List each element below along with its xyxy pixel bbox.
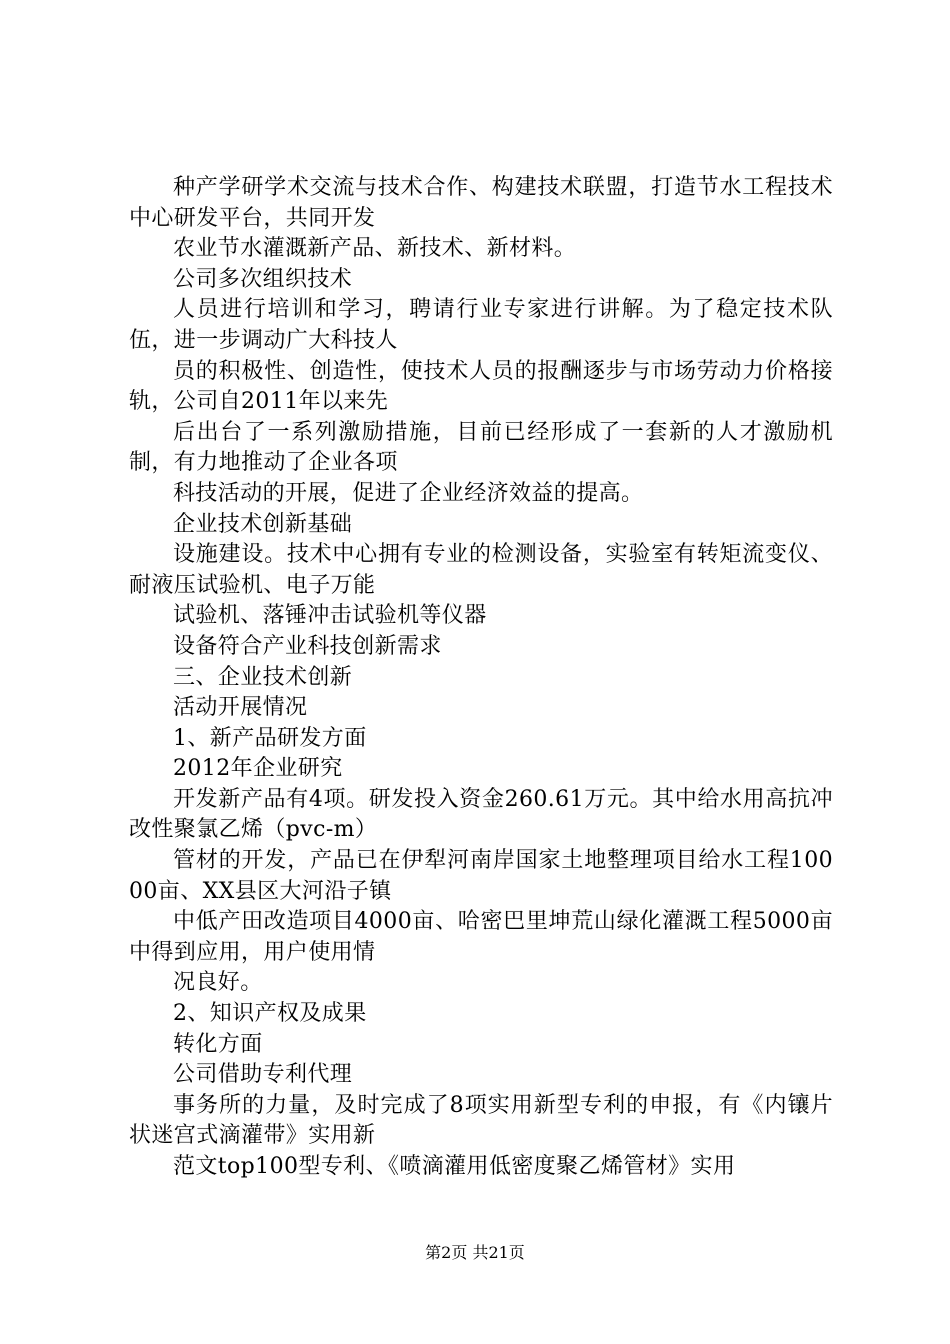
subsection-heading: 1、新产品研发方面 xyxy=(173,725,367,751)
paragraph: 科技活动的开展，促进了企业经济效益的提高。 xyxy=(173,480,644,506)
paragraph: 员的积极性、创造性，使技术人员的报酬逐步与市场劳动力价格接轨，公司自2011年以来先 xyxy=(129,358,833,415)
paragraph: 种产学研学术交流与技术合作、构建技术联盟，打造节水工程技术中心研发平台，共同开发 xyxy=(129,175,833,231)
paragraph: 活动开展情况 xyxy=(173,695,308,721)
paragraph: 公司多次组织技术 xyxy=(173,266,353,292)
paragraph: 企业技术创新基础 xyxy=(173,511,353,537)
paragraph: 事务所的力量，及时完成了8项实用新型专利的申报，有《内镶片状迷宫式滴灌带》实用新 xyxy=(129,1092,833,1149)
paragraph: 况良好。 xyxy=(173,970,263,996)
document-body xyxy=(129,173,833,1183)
section-heading: 三、企业技术创新 xyxy=(173,664,353,690)
subsection-heading: 2、知识产权及成果 xyxy=(173,1001,367,1027)
paragraph: 转化方面 xyxy=(173,1031,263,1057)
paragraph: 农业节水灌溉新产品、新技术、新材料。 xyxy=(173,236,577,262)
paragraph: 中低产田改造项目4000亩、哈密巴里坤荒山绿化灌溉工程5000亩中得到应用，用户使用情 xyxy=(129,909,833,965)
paragraph: 试验机、落锤冲击试验机等仪器 xyxy=(173,603,487,629)
paragraph: 开发新产品有4项。研发投入资金260.61万元。其中给水用高抗冲改性聚氯乙烯（pvc-m） xyxy=(129,786,833,843)
paragraph: 公司借助专利代理 xyxy=(173,1062,353,1088)
paragraph: 管材的开发，产品已在伊犁河南岸国家土地整理项目给水工程10000亩、XX县区大河沿子镇 xyxy=(129,848,833,904)
paragraph: 设施建设。技术中心拥有专业的检测设备，实验室有转矩流变仪、耐液压试验机、电子万能 xyxy=(129,542,833,598)
paragraph: 设备符合产业科技创新需求 xyxy=(173,633,442,659)
paragraph: 人员进行培训和学习，聘请行业专家进行讲解。为了稳定技术队伍，进一步调动广大科技人 xyxy=(129,297,833,353)
paragraph: 2012年企业研究 xyxy=(173,756,343,782)
page-footer xyxy=(0,1243,950,1263)
paragraph: 范文top100型专利、《喷滴灌用低密度聚乙烯管材》实用 xyxy=(173,1154,736,1179)
paragraph: 后出台了一系列激励措施，目前已经形成了一套新的人才激励机制，有力地推动了企业各项 xyxy=(129,419,833,476)
page-number-label: 第2页 共21页 xyxy=(425,1243,525,1262)
